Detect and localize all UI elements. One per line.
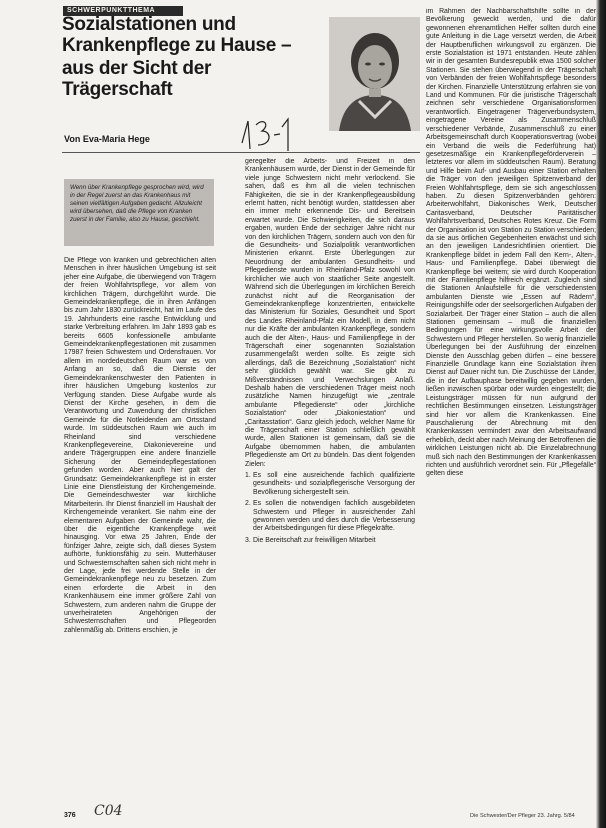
column-1-text: Die Pflege von kranken und gebrechlichen alten Menschen in ihrer häuslichen Umgebung ist seit jeher eine Aufgabe, die überwiegend von Trägern der freien Wohlfahrtspflege, vor allem von kirchlichen Trägern, durchgeführt wurde. Die Gemeindekrankenpflege, die in ihren Anfängen bis zum Jahr 1830 zurückreicht, hat im Laufe des 19. Jahrhunderts eine rasche Entwicklung und starke Verbreitung erfahren. Im Jahr 1893 gab es bereits 6605 konfessionelle ambulante Gemeindekrankenpflegestationen mit zusammen 17987 freien Schwestern und Ordensfrauen. Vor allem im nordedeutschen Raum war es von Anfang an so, daß die Dienste der Gemeindekrankenschwester den Patienten in ihrer häuslichen Umgebung kostenlos zur Verfügung standen. Diese Aufgabe wurde als Dienst der Kirche gesehen, in dem die Verantwortung und Zuwendung der christlichen Gemeinde für die Notleidenden am Ortsstand wurde. Im süddeutschen Raum wie auch im Rheinland sind verschiedene Krankenpflegevereine, Diakonievereine und andere Trägergruppen eine andere finanzielle Sicherung der Gemeindepflegestationen gefunden worden. Aber auch hier galt der Grundsatz: Gemeindekrankenpflege ist in erster Linie eine Dienstleistung der Kirchengemeinde. Die Gemeindeschwester war kirchliche Mitarbeiterin. Ihr Dienst finanziell im Haushalt der Kirchengemeinde verankert. Sie nahm eine der elementaren Aufgaben der Gemeinde wahr, die über die eigentliche Krankenpflege weit hinausging. Vor etwa 25 Jahren, Ende der fünfziger Jahre, zeigte sich, daß dieses System aufhörte, funktionsfähig zu sein. Mutterhäuser und Schwesternschaften sahen sich nicht mehr in der Lage, jede frei werdende Stelle in der Gemeindekrankenpflege neu zu besetzen. Zum einen erforderte die Arbeit in den Krankenhäusern eine immer größere Zahl von Schwestern, zum anderen nahm die Gruppe der unverheirateten Angehörigen der Schwesternschaften und Pflegeorden zahlenmäßig ab. Drittens erschien, je [64,257,216,634]
source-footer: Die Schwester/Der Pfleger 23. Jahrg. 5/84 [470,813,575,819]
column-2 [245,158,415,810]
author-portrait [329,17,420,131]
section-label: SCHWERPUNKTTHEMA [63,6,183,16]
article-title [62,14,332,100]
title-line-3: aus der Sicht der [62,58,212,79]
column-3 [426,8,596,808]
list-item: 3. Die Bereitschaft zur freiwilligen Mitarbeit [245,536,376,544]
column-3-text: im Rahmen der Nachbarschaftshilfe sollte in der Bevölkerung geweckt werden, und die dafür gewonnenen ehrenamtlichen Helfer sollten durch eine gute Anleitung in die Lage versetzt werden, die Arbeit der Hauptberuflichen wirkungsvoll zu ergänzen. Die erste Sozialstation ist 1971 entstanden. Heute zählen wir in der gesamten Bundesrepublik etwa 1500 solcher Stationen. Sie stehen überwiegend in der Trägerschaft von Verbänden der freien Wohlfahrtspflege besonders der Kirchen. Finanzielle Unterstützung erfahren sie von Land und Kommunen. Für die juristische Trägerschaft zeichnen sehr verschiedene Organisationsformen verantwortlich. Eingetragener Trägerverbundsystem, eingetragene Vereine als Zusammenschluß verschiedener Verbände, Zusammenschluß zu einer Arbeitsgemeinschaft durch Kooperationsvertrag (wobei ein Verband die weils die Federführung hat) gesetzesmäßige ein Krankenpflegeförderverein – letzteres vor allem im süddeutschen Raum). Beratung und Hilfe beim Auf- und Ausbau einer Station erhalten die Träger von den jeweiligen Spitzenverband der Freien Wohlfahrtspflege, dem sie sich angeschlossen haben. Zu diesen Spitzenverbänden gehören: Arbeiterwohlfahrt, Diakonisches Werk, Deutscher Caritasverband, Deutscher Paritätischer Wohlfahrtsverband, Deutsches Rotes Kreuz. Die Form der Organisation ist von Station zu Station verschieden; da sie aus örtlichen Gegebenheiten erwächst und sich an den jeweiligen Landesrichtlinien orientiert. Die Krankenpflege bildet in jedem Fall den Kern-, Alten-, Haus- und Familienpflege. Dabei überwiegt die Krankenpflege bei weitem; sie wird durch Kooperation mit der Familienpflege hilfreich ergänzt. Zugleich sind die Stationen Anlaufstelle für die verschiedensten ambulanten Dienste wie „Essen auf Rädern“, Reinigungshilfe oder der seelsorgerlichen Aufgaben der Sozialarbeit. Der Träger einer Station – auch die allen Stationen gemeinsam – muß die finanziellen Bedingungen für eine wirkungsvolle Arbeit der Schwestern und Pfleger herstellen. So wenig finanzielle Überlegungen bei der Ausführung der einzelnen Dienste den Ausschlag geben dürfen – eine bessere Finanzielle Grundlage kann eine Sozialstation ihren Dienst auf Dauer nicht tun. Die Zuschüsse der Länder, die in der Aufbauphase bereitwillig gegeben wurden, ließen inzwischen spürbar oder wurden eingestellt; die Leistungsträger müssen für nun aufgrund der rechtlichen Bestimmungen einsetzen. Leistungsträger sind hier vor allem die Krankenkassen. Eine Pauschalierung der Abrechnung mit den Krankenkassen vermindert zwar den Arbeitsaufwand erheblich, deckt aber nach Meinung der Betroffenen die wirklichen Leistungen nicht ab. Die Einzelabrechnung muß sich nach den Bestimmungen der Krankenkassen richten und ausführlich verordnet sein. Für „Pflegefälle“ gelten diese [426,8,596,478]
header-rule [62,152,420,153]
handwritten-page-mark: C04 [94,803,123,819]
list-item: 2. Es sollen die notwendigen fachlich ausgebildeten Schwestern und Pfleger in ausreichender Zahl gewonnen werden und dies durch die Verbesserung der Arbeitsbedingungen für diese Pflegekräfte. [245,500,415,533]
intro-box: Wenn über Krankenpflege gesprochen wird, wird in der Regel zuerst an das Krankenhaus mit seinen vielfältigen Aufgaben gedacht. Allzuleicht wird übersehen, daß die Pflege von Kranken zuerst in der Familie, also zu Hause, geschieht. [64,179,214,246]
column-1 [64,257,216,808]
page-number: 376 [64,812,76,819]
scan-edge [596,0,606,828]
goals-list [245,472,415,545]
column-2-text: geregelter die Arbeits- und Freizeit in den Krankenhäusern wurde, der Dienst in der Gemeinde für viele junge Schwestern nicht mehr verlockend. Sie sahen, daß es ihm all die vielen technischen Fähigkeiten, die sie in der Krankenpflegeausbildung erlernt hatten, nicht benötigt wurden, stattdessen aber ein immer mehr erkennende Dis- und Bereitsein erwartet wurde. Die Schwierigkeiten, die sich daraus ergaben, wurden Ende der sechziger Jahre nicht nur von den kirchlichen Trägern, sondern auch von den für die Gesundheits- und Sozialpolitik verantwortlichen Ministerien erkannt. Erste Überlegungen zur Neuordnung der ambulanten Gesundheits- und Pflegedienste wurden in Rheinland-Pfalz sowohl von kirchlicher wie auch von staatlicher Seite angestellt. Während sich die Überlegungen im kirchlichen Bereich zunächst nicht auf die Reorganisation der Gemeindekrankenpflege konzentrierten, entwickelte das Ministerium für Soziales, Gesundheit und Sport des Landes Rheinland-Pfalz ein Modell, in dem nicht nur die Kräfte der ambulanten Krankenpflege, sondern auch die der Alten-, Haus- und Familienpflege in der Trägerschaft einer sogenannten Sozialstation zusammengefaßt werden sollte. Es zeigte sich allerdings, daß die Bezeichnung „Sozialstation“ nicht sehr glücklich gewählt war. Sie gibt zu Mißverständnissen und Verwechslungen Anlaß. Deshalb haben die verschiedenen Träger meist noch zusätzliche Namen hinzugefügt wie „zentrale ambulante Pflegedienste“ oder „kirchliche Sozialstation“ oder „Diakoniestation“ und „Caritasstation“. Ganz gleich jedoch, welcher Name für die Trägerschaft einer Station schließlich gewählt wurde, allen Stationen ist gemeinsam, daß sie die Aufgabe übernommen haben, die ambulanten Pflegedienste am Ort zu bündeln. Das dient folgenden Zielen: [245,158,415,468]
title-line-4: Trägerschaft [62,79,173,100]
author-byline: Von Eva-Maria Hege [64,134,150,144]
handwritten-note [238,113,293,153]
title-line-1: Sozialstationen und [62,14,236,35]
title-line-2: Krankenpflege zu Hause – [62,35,292,56]
list-item: 1. Es soll eine ausreichende fachlich qualifizierte gesundheits- und sozialpflegerische Versorgung der Bevölkerung sichergestellt sein. [245,472,415,496]
